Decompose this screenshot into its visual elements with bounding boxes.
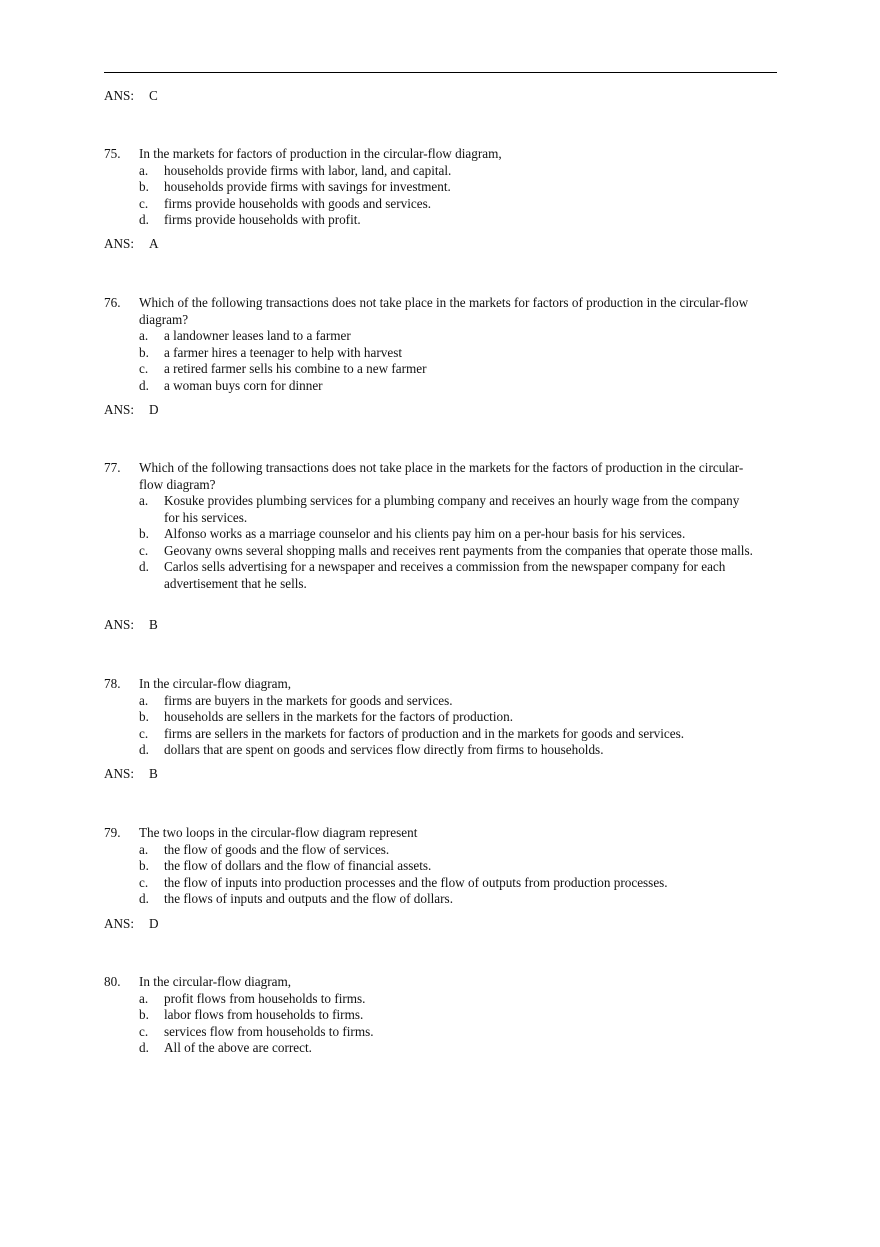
- answer-line: [104, 236, 159, 253]
- option-c: [139, 1023, 754, 1041]
- option-text: firms provide households with goods and services.: [164, 195, 432, 211]
- question-stem: Which of the following transactions does not take place in the markets for the factors of production in the circular-flow diagram?: [139, 460, 744, 492]
- option-c: [139, 195, 754, 213]
- option-text: profit flows from households to firms.: [164, 990, 366, 1006]
- option-letter: d.: [139, 891, 149, 906]
- option-c: [139, 874, 754, 892]
- question-number: 77.: [104, 460, 121, 475]
- option-letter: c.: [139, 542, 149, 558]
- question-75: [104, 146, 754, 229]
- question-stem: In the markets for factors of production in the circular-flow diagram,: [139, 146, 502, 161]
- answer-value: A: [149, 236, 159, 251]
- question-number: 75.: [104, 146, 121, 161]
- answer-line: [104, 88, 158, 105]
- option-letter: b.: [139, 344, 149, 360]
- option-letter: c.: [139, 874, 149, 890]
- question-number: 79.: [104, 825, 121, 840]
- option-text: All of the above are correct.: [164, 1040, 312, 1055]
- option-letter: a.: [139, 328, 149, 343]
- question-number: 78.: [104, 676, 121, 691]
- option-list: [104, 328, 754, 394]
- option-letter: d.: [139, 742, 149, 757]
- option-list: [104, 991, 754, 1057]
- option-d: [139, 891, 754, 908]
- option-d: [139, 212, 754, 229]
- option-letter: b.: [139, 179, 149, 194]
- question-stem: In the circular-flow diagram,: [139, 676, 292, 691]
- option-text: Carlos sells advertising for a newspaper and receives a commission from the newspaper company for each advertisement that he sells.: [164, 559, 726, 591]
- answer-value: D: [149, 916, 159, 931]
- option-b: [139, 858, 754, 875]
- answer-line: [104, 916, 159, 933]
- option-letter: a.: [139, 990, 149, 1006]
- option-letter: a.: [139, 841, 149, 857]
- option-text: households provide firms with savings for investment.: [164, 179, 451, 194]
- option-a: [139, 990, 754, 1008]
- option-text: Alfonso works as a marriage counselor and his clients pay him on a per-hour basis for his services.: [164, 526, 686, 541]
- answer-line: [104, 617, 158, 634]
- option-letter: c.: [139, 725, 149, 741]
- option-text: Geovany owns several shopping malls and receives rent payments from the companies that operate those malls.: [164, 542, 753, 558]
- answer-label: ANS:: [104, 402, 135, 417]
- answer-value: C: [149, 88, 158, 103]
- option-text: services flow from households to firms.: [164, 1023, 374, 1039]
- option-a: [139, 493, 754, 526]
- option-list: [104, 163, 754, 229]
- option-text: dollars that are spent on goods and services flow directly from firms to households.: [164, 742, 604, 757]
- option-text: firms are buyers in the markets for goods and services.: [164, 692, 453, 708]
- option-letter: c.: [139, 361, 149, 376]
- question-stem: The two loops in the circular-flow diagram represent: [139, 825, 418, 840]
- answer-label: ANS:: [104, 236, 135, 251]
- question-79: [104, 825, 754, 908]
- option-letter: d.: [139, 377, 149, 393]
- top-rule: [104, 72, 777, 73]
- option-letter: b.: [139, 709, 149, 724]
- option-text: the flows of inputs and outputs and the flow of dollars.: [164, 891, 453, 906]
- question-stem: In the circular-flow diagram,: [139, 974, 292, 989]
- option-b: [139, 179, 754, 196]
- option-letter: b.: [139, 858, 149, 873]
- option-c: [139, 542, 754, 560]
- question-stem: Which of the following transactions does not take place in the markets for factors of production in the circular-flow diagram?: [139, 295, 749, 327]
- option-text: a landowner leases land to a farmer: [164, 328, 351, 343]
- option-list: [104, 842, 754, 908]
- option-a: [139, 692, 754, 710]
- option-text: firms are sellers in the markets for factors of production and in the markets for goods and services.: [164, 725, 685, 741]
- answer-label: ANS:: [104, 617, 135, 632]
- answer-label: ANS:: [104, 88, 135, 103]
- option-text: a farmer hires a teenager to help with harvest: [164, 344, 402, 360]
- option-text: the flow of dollars and the flow of financial assets.: [164, 858, 432, 873]
- option-list: [104, 693, 754, 759]
- option-letter: c.: [139, 1023, 149, 1039]
- option-letter: a.: [139, 162, 149, 178]
- option-list: [104, 493, 754, 592]
- option-d: [139, 377, 754, 395]
- option-a: [139, 841, 754, 859]
- option-letter: d.: [139, 212, 149, 227]
- option-text: a retired farmer sells his combine to a new farmer: [164, 361, 427, 376]
- question-80: [104, 974, 754, 1057]
- answer-line: [104, 766, 158, 783]
- answer-line: [104, 402, 159, 419]
- option-letter: c.: [139, 195, 149, 211]
- option-text: a woman buys corn for dinner: [164, 377, 323, 393]
- option-text: firms provide households with profit.: [164, 212, 361, 227]
- answer-value: B: [149, 766, 158, 781]
- option-c: [139, 361, 754, 378]
- option-b: [139, 709, 754, 726]
- question-76: [104, 295, 754, 394]
- question-77: [104, 460, 754, 592]
- question-78: [104, 676, 754, 759]
- option-b: [139, 344, 754, 362]
- question-number: 80.: [104, 974, 121, 989]
- option-text: households provide firms with labor, land, and capital.: [164, 162, 452, 178]
- answer-value: B: [149, 617, 158, 632]
- option-letter: d.: [139, 1040, 149, 1055]
- option-c: [139, 725, 754, 743]
- option-text: households are sellers in the markets for the factors of production.: [164, 709, 513, 724]
- option-letter: b.: [139, 1007, 149, 1022]
- option-text: the flow of goods and the flow of services.: [164, 841, 390, 857]
- answer-value: D: [149, 402, 159, 417]
- answer-label: ANS:: [104, 916, 135, 931]
- option-b: [139, 1007, 754, 1024]
- option-a: [139, 328, 754, 345]
- option-d: [139, 559, 754, 592]
- option-letter: a.: [139, 692, 149, 708]
- option-letter: b.: [139, 526, 149, 541]
- option-d: [139, 1040, 754, 1057]
- option-text: Kosuke provides plumbing services for a plumbing company and receives an hourly wage from the company for his services.: [164, 493, 740, 525]
- option-b: [139, 526, 754, 543]
- option-text: labor flows from households to firms.: [164, 1007, 364, 1022]
- question-number: 76.: [104, 295, 121, 310]
- option-a: [139, 162, 754, 180]
- answer-label: ANS:: [104, 766, 135, 781]
- option-letter: d.: [139, 559, 149, 574]
- option-letter: a.: [139, 493, 149, 508]
- option-d: [139, 742, 754, 759]
- option-text: the flow of inputs into production processes and the flow of outputs from production processes.: [164, 874, 668, 890]
